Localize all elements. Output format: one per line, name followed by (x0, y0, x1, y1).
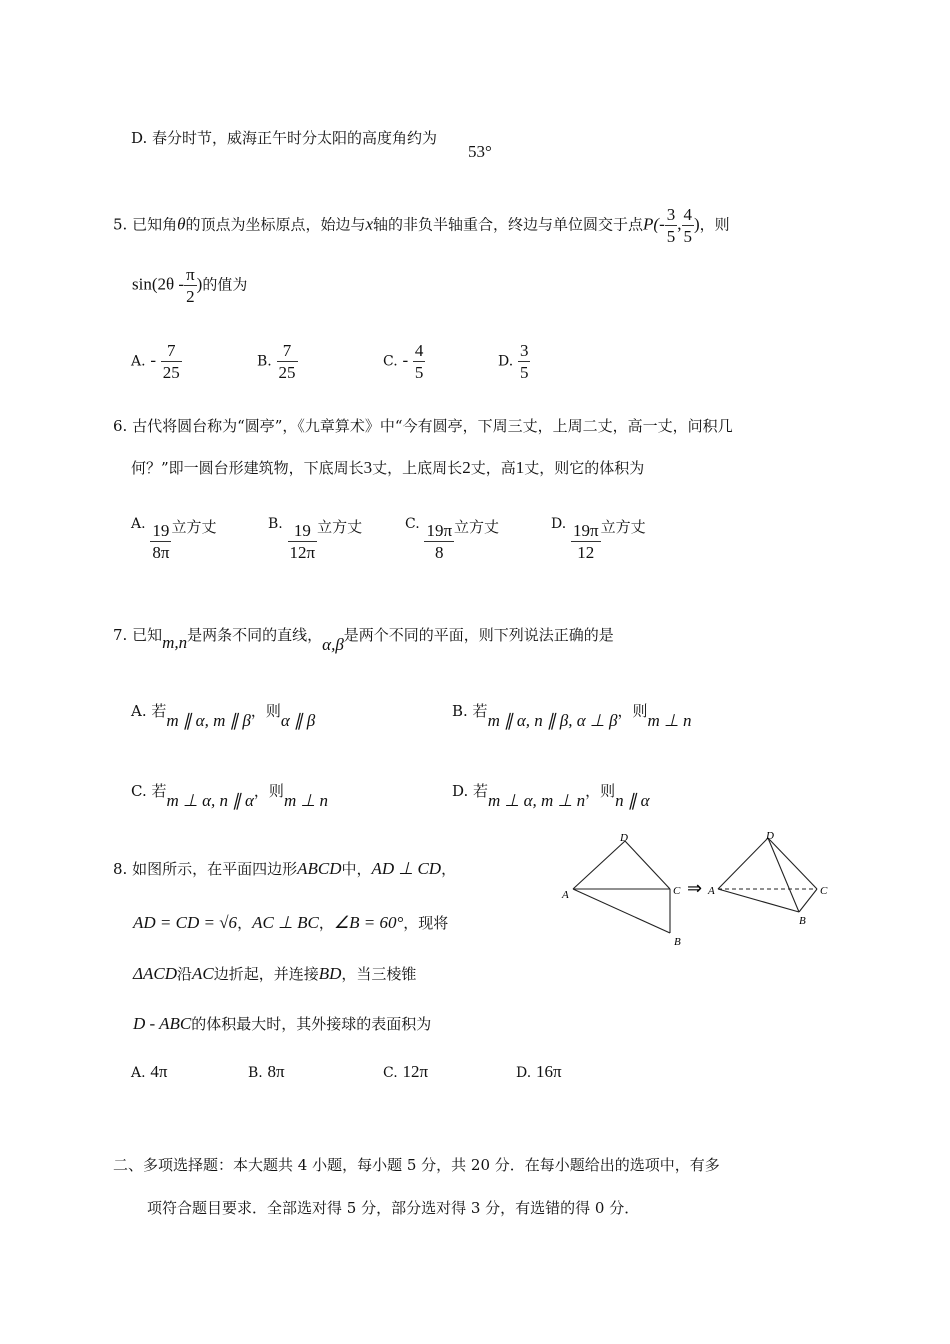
q5-frac-3-5: $\frac{3}{5}$ (666, 205, 676, 246)
q5-x: x (365, 214, 374, 234)
q5-text: 轴的非负半轴重合，终边与单位圆交于点 (373, 215, 644, 234)
q5-point: P(- (643, 214, 665, 234)
q8-option-d: D. 16π (516, 1062, 562, 1081)
q7-option-d: D. 若m ⊥ α, m ⊥ n，则n ∥ α (452, 782, 650, 810)
q8-option-c: C. 12π (383, 1062, 429, 1081)
q8-line3: ΔACD沿AC边折起，并连接BD，当三棱锥 (133, 964, 417, 983)
edge-ad (573, 841, 625, 889)
q5-text: ，则 (699, 215, 730, 234)
q4-optd-math: 53° (468, 142, 492, 161)
q5-option-d: D. $\frac{3}{5}$ (498, 341, 529, 382)
section2-line2: 项符合题目要求．全部选对得 5 分，部分选对得 3 分，有选错的得 0 分． (147, 1199, 640, 1217)
q8-line1: 8. 如图所示，在平面四边形ABCD中，AD ⊥ CD， (113, 859, 457, 878)
q5-option-b: B. $\frac{7}{25}$ (257, 341, 296, 382)
label-d-right: D (766, 830, 774, 842)
label-a-left: A (562, 889, 569, 901)
section2-line1: 二、多项选择题：本大题共 4 小题，每小题 5 分，共 20 分．在每小题给出的选项中，有多 (113, 1156, 720, 1174)
q5-sin-close: ) (196, 274, 203, 294)
label-c-left: C (673, 885, 681, 897)
q6-line2: 何？”即一圆台形建筑物，下底周长3丈，上底周长2丈，高1丈，则它的体积为 (131, 458, 645, 477)
q6-option-a: A. $\frac{19}{8\pi}$ 立方丈 (131, 516, 217, 562)
edge-dc (768, 838, 817, 889)
q8-line2: AD = CD = √6，AC ⊥ BC，∠B = 60°，现将 (133, 913, 449, 932)
q5-text: 5. 已知角 (113, 215, 178, 234)
q6-line1: 6. 古代将圆台称为“圆亭”，《九章算术》中“今有圆亭，下周三丈，上周二丈，高一丈，问积几 (113, 417, 733, 435)
q6-option-b: B. $\frac{19}{12\pi}$ 立方丈 (268, 516, 363, 562)
label-a-right: A (708, 885, 715, 897)
q5-text: 的值为 (202, 275, 248, 294)
q6-option-d: D. $\frac{19\pi}{12}$ 立方丈 (551, 516, 646, 562)
q5-expr (132, 264, 247, 307)
q5-stem (113, 204, 730, 247)
q5-sin: sin(2θ - (132, 274, 185, 294)
q7-stem: 7. 已知m,n是两条不同的直线，α,β是两个不同的平面，则下列说法正确的是 (113, 626, 614, 654)
q7-option-b: B. 若m ∥ α, n ∥ β, α ⊥ β，则m ⊥ n (452, 702, 692, 730)
edge-ad (718, 838, 768, 889)
edge-cb (799, 889, 817, 912)
edge-ab (573, 889, 670, 933)
q5-close: ) (694, 214, 700, 234)
edge-db (768, 838, 799, 912)
folded-pyramid (718, 838, 817, 912)
q8-option-a: A. 4π (131, 1062, 168, 1081)
edge-ab (718, 889, 799, 912)
planar-quadrilateral (573, 841, 670, 933)
label-b-left: B (674, 936, 681, 948)
q5-frac-pi-2: $\frac{\pi}{2}$ (186, 265, 195, 306)
label-c-right: C (820, 885, 828, 897)
label-d-left: D (620, 832, 628, 844)
q5-option-c: C. - $\frac{4}{5}$ (383, 341, 424, 382)
q7-option-c: C. 若m ⊥ α, n ∥ α，则m ⊥ n (131, 782, 329, 810)
q5-comma: , (677, 214, 682, 234)
q7-option-a: A. 若m ∥ α, m ∥ β，则α ∥ β (131, 702, 316, 730)
fold-arrow: ⇒ (687, 878, 703, 898)
q6-option-c: C. $\frac{19\pi}{8}$ 立方丈 (405, 516, 500, 562)
label-b-right: B (799, 915, 806, 927)
q5-option-a: A. - $\frac{7}{25}$ (131, 341, 180, 382)
edge-dc (625, 841, 670, 889)
q8-option-b: B. 8π (248, 1062, 285, 1081)
q5-frac-4-5: $\frac{4}{5}$ (683, 205, 692, 246)
q4-option-d (131, 127, 437, 148)
q8-line4: D - ABC的体积最大时，其外接球的表面积为 (133, 1014, 432, 1033)
q8-figure (555, 828, 845, 953)
q4-optd-text: D. 春分时节，威海正午时分太阳的高度角约为 (131, 129, 438, 147)
q5-text: 的顶点为坐标原点，始边与 (185, 215, 366, 234)
q5-theta: θ (177, 214, 186, 234)
